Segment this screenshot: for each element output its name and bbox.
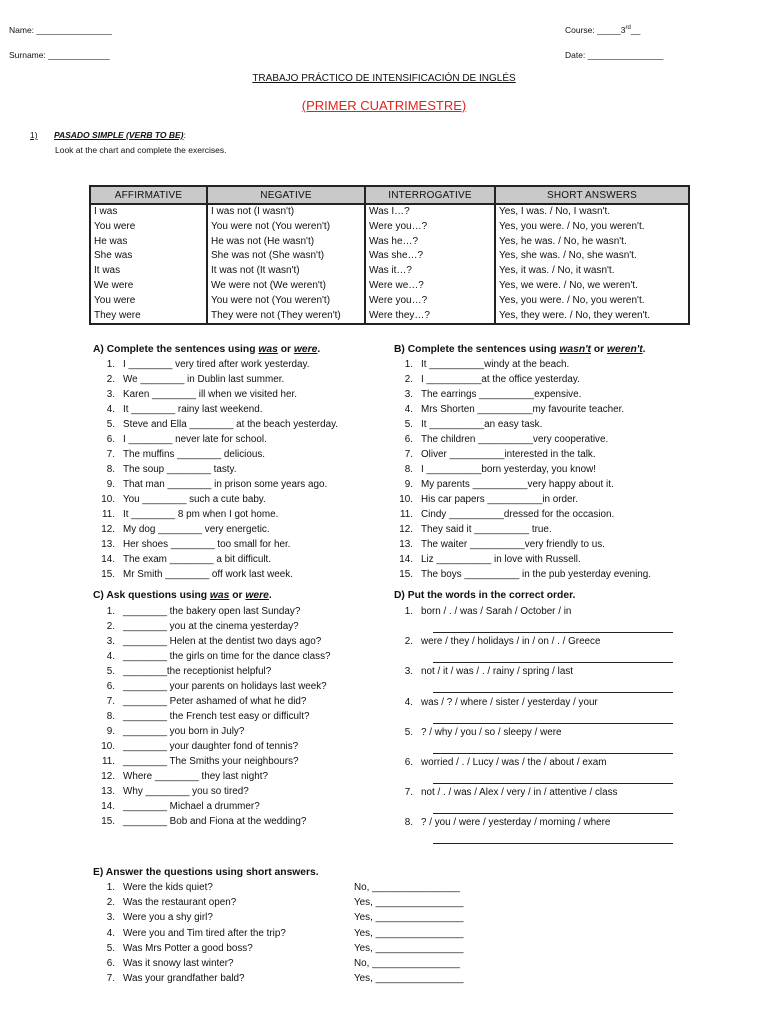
chart-cell: Was I…? bbox=[365, 204, 495, 220]
exercise-b-text: Mrs Shorten __________my favourite teacher. bbox=[421, 404, 625, 415]
item-number: 15. bbox=[101, 816, 115, 827]
exercise-a-item bbox=[89, 372, 284, 387]
exercise-d-text: not / . / was / Alex / very / in / attentive / class bbox=[421, 787, 618, 799]
chart-row bbox=[90, 264, 689, 279]
chart-cell: Were they…? bbox=[365, 309, 495, 325]
exercise-a-item bbox=[89, 507, 278, 522]
exercise-d-text: not / it / was / . / rainy / spring / last bbox=[421, 666, 574, 678]
item-number: 3. bbox=[106, 636, 115, 647]
item-number: 4. bbox=[404, 696, 413, 708]
section-1-heading bbox=[30, 130, 186, 140]
exercise-a-item bbox=[89, 552, 271, 567]
exercise-d-item bbox=[387, 604, 571, 619]
exercise-d-item bbox=[387, 755, 607, 770]
item-number: 1. bbox=[106, 882, 115, 893]
item-number: 1. bbox=[404, 359, 413, 370]
exercise-b-text: His car papers __________in order. bbox=[421, 494, 579, 505]
chart-row bbox=[90, 220, 689, 235]
section-colon: : bbox=[183, 130, 186, 140]
exercise-e-question: Were the kids quiet? bbox=[123, 882, 213, 893]
item-number: 4. bbox=[106, 651, 115, 662]
item-number: 12. bbox=[101, 771, 115, 782]
exercise-a-text: My dog ________ very energetic. bbox=[123, 524, 270, 535]
exercise-b-text: Cindy __________dressed for the occasion. bbox=[421, 509, 615, 520]
exercise-c-text: ________ your daughter fond of tennis? bbox=[123, 741, 299, 752]
exercise-d-text: born / . / was / Sarah / October / in bbox=[421, 606, 572, 617]
exercise-b-item bbox=[387, 537, 605, 552]
exercise-c-text: ________ your parents on holidays last week? bbox=[123, 681, 327, 692]
item-number: 8. bbox=[106, 464, 115, 475]
exercise-b-item bbox=[387, 522, 552, 537]
chart-cell: They were not (They weren't) bbox=[207, 309, 365, 325]
item-number: 14. bbox=[399, 554, 413, 565]
chart-row bbox=[90, 279, 689, 294]
exercise-c-title-end: . bbox=[268, 590, 272, 601]
exercise-c-item bbox=[89, 679, 327, 694]
exercise-e-item bbox=[89, 880, 509, 895]
item-number: 4. bbox=[106, 927, 115, 939]
exercise-c-title-text: C) Ask questions using bbox=[93, 590, 210, 601]
exercise-b-item bbox=[387, 492, 578, 507]
exercise-b-item bbox=[387, 567, 651, 582]
exercise-a-text: The soup ________ tasty. bbox=[123, 464, 237, 475]
item-number: 2. bbox=[404, 374, 413, 385]
page-title: TRABAJO PRÁCTICO DE INTENSIFICACIÓN DE INGLÉS bbox=[252, 73, 516, 84]
exercise-d-item bbox=[387, 785, 617, 800]
chart-cell: He was not (He wasn't) bbox=[207, 235, 365, 250]
chart-cell: It was not (It wasn't) bbox=[207, 264, 365, 279]
chart-cell: Yes, they were. / No, they weren't. bbox=[495, 309, 689, 325]
exercise-c-text: ________ the French test easy or difficult? bbox=[123, 711, 310, 722]
exercise-b-keyword-1: wasn't bbox=[559, 344, 591, 355]
exercise-e-question: Were you and Tim tired after the trip? bbox=[123, 927, 286, 939]
item-number: 6. bbox=[106, 434, 115, 445]
exercise-a-text: Steve and Ella ________ at the beach yesterday. bbox=[123, 419, 339, 430]
exercise-b-item bbox=[387, 477, 614, 492]
exercise-b-text: It __________an easy task. bbox=[421, 419, 543, 430]
item-number: 12. bbox=[399, 524, 413, 535]
item-number: 1. bbox=[106, 606, 115, 617]
exercise-d-text: ? / why / you / so / sleepy / were bbox=[421, 726, 562, 738]
exercise-a-text: The muffins ________ delicious. bbox=[123, 449, 266, 460]
item-number: 5. bbox=[106, 419, 115, 430]
exercise-b-item bbox=[387, 507, 614, 522]
exercise-b-item bbox=[387, 372, 580, 387]
exercise-b-item bbox=[387, 462, 596, 477]
exercise-e-question: Was it snowy last winter? bbox=[123, 958, 234, 969]
item-number: 15. bbox=[101, 569, 115, 580]
exercise-d-text: were / they / holidays / in / on / . / Greece bbox=[421, 636, 601, 648]
item-number: 4. bbox=[404, 404, 413, 415]
exercise-c-text: ________ you at the cinema yesterday? bbox=[123, 621, 299, 632]
exercise-a-text: Her shoes ________ too small for her. bbox=[123, 539, 291, 550]
name-field-label: Name: ________________ bbox=[9, 25, 113, 35]
exercise-b-text: My parents __________very happy about it. bbox=[421, 479, 614, 490]
chart-cell: Yes, you were. / No, you weren't. bbox=[495, 294, 689, 309]
exercise-a-item bbox=[89, 477, 327, 492]
answer-line[interactable] bbox=[433, 753, 673, 754]
item-number: 9. bbox=[106, 726, 115, 737]
chart-cell: She was not (She wasn't) bbox=[207, 249, 365, 264]
exercise-c-item bbox=[89, 634, 321, 649]
exercise-a-text: It ________ rainy last weekend. bbox=[123, 404, 263, 415]
exercise-e-title: E) Answer the questions using short answers. bbox=[93, 867, 319, 878]
exercise-b-title-mid: or bbox=[591, 344, 608, 355]
exercise-a-text: That man ________ in prison some years ago. bbox=[123, 479, 328, 490]
exercise-c-item bbox=[89, 799, 260, 814]
item-number: 1. bbox=[404, 606, 413, 617]
exercise-c-text: ________ The Smiths your neighbours? bbox=[123, 756, 299, 767]
item-number: 10. bbox=[101, 741, 115, 752]
chart-cell: Yes, I was. / No, I wasn't. bbox=[495, 204, 689, 220]
exercise-e-item bbox=[89, 971, 509, 986]
date-field-label: Date: ________________ bbox=[565, 50, 664, 60]
chart-cell: They were bbox=[90, 309, 207, 325]
exercise-c-item bbox=[89, 604, 300, 619]
exercise-a-item bbox=[89, 567, 293, 582]
exercise-c-item bbox=[89, 784, 249, 799]
chart-cell: I was not (I wasn't) bbox=[207, 204, 365, 220]
surname-field-label: Surname: _____________ bbox=[9, 50, 110, 60]
exercise-c-keyword-2: were bbox=[245, 590, 269, 601]
answer-line[interactable] bbox=[433, 843, 673, 844]
exercise-d-item bbox=[387, 815, 610, 830]
item-number: 7. bbox=[404, 449, 413, 460]
exercise-a-title-text: A) Complete the sentences using bbox=[93, 344, 259, 355]
exercise-a-text: Karen ________ ill when we visited her. bbox=[123, 389, 298, 400]
exercise-b-keyword-2: weren't bbox=[607, 344, 643, 355]
exercise-b-item bbox=[387, 432, 608, 447]
item-number: 5. bbox=[404, 419, 413, 430]
exercise-e-question: Were you a shy girl? bbox=[123, 912, 213, 924]
exercise-a-title-mid: or bbox=[277, 344, 294, 355]
item-number: 6. bbox=[106, 958, 115, 969]
chart-cell: We were bbox=[90, 279, 207, 294]
item-number: 8. bbox=[106, 711, 115, 722]
exercise-b-text: Liz __________ in love with Russell. bbox=[421, 554, 581, 565]
exercise-e-item bbox=[89, 956, 509, 971]
chart-cell: Yes, you were. / No, you weren't. bbox=[495, 220, 689, 235]
chart-cell: Was it…? bbox=[365, 264, 495, 279]
exercise-e-item bbox=[89, 926, 509, 941]
exercise-e-answer[interactable]: Yes, ________________ bbox=[354, 897, 464, 909]
item-number: 6. bbox=[404, 757, 413, 768]
exercise-d-text: worried / . / Lucy / was / the / about / exam bbox=[421, 757, 607, 768]
exercise-c-keyword-1: was bbox=[209, 590, 230, 601]
col-short-answers: SHORT ANSWERS bbox=[495, 186, 689, 204]
exercise-b-item bbox=[387, 552, 581, 567]
exercise-a-item bbox=[89, 417, 338, 432]
item-number: 8. bbox=[404, 817, 413, 829]
exercise-e-question: Was your grandfather bald? bbox=[123, 973, 245, 985]
exercise-e-question: Was the restaurant open? bbox=[123, 897, 237, 909]
chart-cell: You were not (You weren't) bbox=[207, 220, 365, 235]
exercise-c-text: ________ the bakery open last Sunday? bbox=[123, 606, 301, 617]
exercise-a-text: Mr Smith ________ off work last week. bbox=[123, 569, 293, 580]
exercise-b-text: It __________windy at the beach. bbox=[421, 359, 570, 370]
chart-cell: You were not (You weren't) bbox=[207, 294, 365, 309]
chart-cell: Yes, she was. / No, she wasn't. bbox=[495, 249, 689, 264]
exercise-c-text: ________ Helen at the dentist two days ago? bbox=[123, 636, 322, 647]
item-number: 8. bbox=[404, 464, 413, 475]
item-number: 9. bbox=[106, 479, 115, 490]
exercise-e-answer[interactable]: Yes, ________________ bbox=[354, 927, 464, 939]
item-number: 11. bbox=[102, 756, 115, 767]
exercise-a-item bbox=[89, 432, 267, 447]
item-number: 2. bbox=[404, 636, 413, 648]
chart-cell: Were you…? bbox=[365, 220, 495, 235]
exercise-c-text: ________ the girls on time for the dance class? bbox=[123, 651, 331, 662]
item-number: 14. bbox=[101, 554, 115, 565]
exercise-c-item bbox=[89, 724, 244, 739]
item-number: 3. bbox=[106, 389, 115, 400]
answer-line[interactable] bbox=[433, 692, 673, 693]
exercise-c-title bbox=[93, 590, 272, 601]
item-number: 10. bbox=[101, 494, 115, 505]
exercise-c-item bbox=[89, 814, 306, 829]
col-affirmative: AFFIRMATIVE bbox=[90, 186, 207, 204]
chart-cell: We were not (We weren't) bbox=[207, 279, 365, 294]
exercise-c-item bbox=[89, 754, 299, 769]
verb-to-be-chart bbox=[89, 185, 690, 325]
answer-line[interactable] bbox=[433, 662, 673, 663]
item-number: 7. bbox=[404, 787, 413, 799]
exercise-b-title-end: . bbox=[642, 344, 646, 355]
chart-cell: Yes, it was. / No, it wasn't. bbox=[495, 264, 689, 279]
exercise-b-item bbox=[387, 417, 542, 432]
course-label: Course: bbox=[565, 25, 595, 35]
item-number: 15. bbox=[399, 569, 413, 580]
exercise-c-item bbox=[89, 739, 298, 754]
course-tail: __ bbox=[630, 25, 641, 35]
item-number: 4. bbox=[106, 404, 115, 415]
exercise-b-title bbox=[394, 344, 646, 355]
exercise-e-answer[interactable]: Yes, ________________ bbox=[354, 942, 464, 954]
item-number: 7. bbox=[106, 449, 115, 460]
exercise-b-text: The children __________very cooperative. bbox=[421, 434, 609, 445]
exercise-a-item bbox=[89, 537, 290, 552]
exercise-d-item bbox=[387, 664, 573, 679]
exercise-b-text: The earrings __________expensive. bbox=[421, 389, 582, 400]
exercise-b-item bbox=[387, 357, 569, 372]
exercise-c-item bbox=[89, 769, 268, 784]
item-number: 5. bbox=[106, 666, 115, 677]
exercise-b-item bbox=[387, 387, 581, 402]
exercise-e-answer[interactable]: No, ________________ bbox=[354, 882, 460, 893]
exercise-b-item bbox=[387, 447, 596, 462]
exercise-b-text: The waiter __________very friendly to us. bbox=[421, 539, 605, 550]
chart-row bbox=[90, 309, 689, 325]
exercise-b-text: The boys __________ in the pub yesterday evening. bbox=[421, 569, 652, 580]
section-number: 1) bbox=[30, 130, 38, 140]
exercise-c-title-mid: or bbox=[229, 590, 246, 601]
course-ordinal: rd bbox=[625, 25, 631, 32]
chart-cell: Was he…? bbox=[365, 235, 495, 250]
col-interrogative: INTERROGATIVE bbox=[365, 186, 495, 204]
exercise-c-item bbox=[89, 619, 299, 634]
item-number: 2. bbox=[106, 621, 115, 632]
exercise-c-text: Why ________ you so tired? bbox=[123, 786, 249, 797]
item-number: 6. bbox=[404, 434, 413, 445]
chart-cell: Were we…? bbox=[365, 279, 495, 294]
exercise-e-answer[interactable]: Yes, ________________ bbox=[354, 912, 464, 924]
item-number: 10. bbox=[399, 494, 413, 505]
exercise-e-answer[interactable]: No, ________________ bbox=[354, 958, 460, 969]
exercise-a-text: I ________ very tired after work yesterday. bbox=[123, 359, 310, 370]
item-number: 11. bbox=[400, 509, 413, 520]
exercise-a-text: The exam ________ a bit difficult. bbox=[123, 554, 272, 565]
exercise-a-keyword-1: was bbox=[258, 344, 278, 355]
item-number: 7. bbox=[106, 696, 115, 707]
exercise-c-item bbox=[89, 649, 331, 664]
answer-line[interactable] bbox=[433, 723, 673, 724]
chart-cell: She was bbox=[90, 249, 207, 264]
exercise-c-text: ________ Bob and Fiona at the wedding? bbox=[123, 816, 307, 827]
exercise-d-text: ? / you / were / yesterday / morning / where bbox=[421, 817, 611, 829]
chart-cell: He was bbox=[90, 235, 207, 250]
item-number: 12. bbox=[101, 524, 115, 535]
exercise-e-answer[interactable]: Yes, ________________ bbox=[354, 973, 464, 985]
item-number: 3. bbox=[106, 912, 115, 924]
exercise-a-text: You ________ such a cute baby. bbox=[123, 494, 266, 505]
exercise-d-title: D) Put the words in the correct order. bbox=[394, 590, 576, 601]
section-title: PASADO SIMPLE (VERB TO BE) bbox=[53, 130, 184, 140]
answer-line[interactable] bbox=[433, 813, 673, 814]
chart-row bbox=[90, 204, 689, 220]
item-number: 5. bbox=[106, 942, 115, 954]
exercise-c-text: Where ________ they last night? bbox=[123, 771, 268, 782]
chart-row bbox=[90, 235, 689, 250]
chart-cell: It was bbox=[90, 264, 207, 279]
item-number: 13. bbox=[101, 786, 115, 797]
answer-line[interactable] bbox=[433, 783, 673, 784]
exercise-c-text: ________ you born in July? bbox=[123, 726, 245, 737]
chart-cell: Were you…? bbox=[365, 294, 495, 309]
exercise-d-text: was / ? / where / sister / yesterday / your bbox=[421, 696, 598, 708]
exercise-c-item bbox=[89, 664, 271, 679]
item-number: 2. bbox=[106, 897, 115, 909]
chart-cell: You were bbox=[90, 294, 207, 309]
col-negative: NEGATIVE bbox=[207, 186, 365, 204]
item-number: 11. bbox=[102, 509, 115, 520]
chart-cell: Yes, he was. / No, he wasn't. bbox=[495, 235, 689, 250]
item-number: 13. bbox=[399, 539, 413, 550]
item-number: 2. bbox=[106, 374, 115, 385]
exercise-e-item bbox=[89, 910, 509, 925]
item-number: 9. bbox=[404, 479, 413, 490]
exercise-c-item bbox=[89, 709, 309, 724]
exercise-a-item bbox=[89, 447, 265, 462]
exercise-a-text: It ________ 8 pm when I got home. bbox=[123, 509, 279, 520]
exercise-a-text: I ________ never late for school. bbox=[123, 434, 267, 445]
exercise-a-text: We ________ in Dublin last summer. bbox=[123, 374, 285, 385]
exercise-a-item bbox=[89, 357, 309, 372]
exercise-d-item bbox=[387, 725, 562, 740]
exercise-a-item bbox=[89, 402, 262, 417]
exercise-a-item bbox=[89, 462, 236, 477]
item-number: 7. bbox=[106, 973, 115, 985]
page-subtitle: (PRIMER CUATRIMESTRE) bbox=[301, 98, 467, 113]
chart-cell: Was she…? bbox=[365, 249, 495, 264]
section-instruction: Look at the chart and complete the exercises. bbox=[55, 145, 227, 155]
item-number: 3. bbox=[404, 666, 413, 678]
exercise-e-item bbox=[89, 895, 509, 910]
exercise-e-item bbox=[89, 941, 509, 956]
exercise-a-item bbox=[89, 492, 266, 507]
chart-row bbox=[90, 249, 689, 264]
course-value: _____3 bbox=[597, 25, 626, 35]
exercise-c-text: ________ Michael a drummer? bbox=[123, 801, 260, 812]
item-number: 13. bbox=[101, 539, 115, 550]
exercise-b-text: They said it __________ true. bbox=[421, 524, 552, 535]
chart-cell: I was bbox=[90, 204, 207, 220]
exercise-e-question: Was Mrs Potter a good boss? bbox=[123, 942, 253, 954]
exercise-b-item bbox=[387, 402, 624, 417]
exercise-b-text: I __________at the office yesterday. bbox=[421, 374, 580, 385]
exercise-a-title-end: . bbox=[317, 344, 321, 355]
chart-cell: Yes, we were. / No, we weren't. bbox=[495, 279, 689, 294]
item-number: 6. bbox=[106, 681, 115, 692]
chart-cell: You were bbox=[90, 220, 207, 235]
exercise-a-item bbox=[89, 387, 297, 402]
exercise-d-item bbox=[387, 695, 598, 710]
exercise-c-item bbox=[89, 694, 306, 709]
exercise-a-keyword-2: were bbox=[293, 344, 318, 355]
exercise-c-text: ________the receptionist helpful? bbox=[123, 666, 272, 677]
answer-line[interactable] bbox=[433, 632, 673, 633]
exercise-c-text: ________ Peter ashamed of what he did? bbox=[123, 696, 307, 707]
item-number: 3. bbox=[404, 389, 413, 400]
exercise-b-text: Oliver __________interested in the talk. bbox=[421, 449, 596, 460]
exercise-a-item bbox=[89, 522, 270, 537]
item-number: 14. bbox=[101, 801, 115, 812]
item-number: 5. bbox=[404, 726, 413, 738]
item-number: 1. bbox=[106, 359, 115, 370]
exercise-d-item bbox=[387, 634, 600, 649]
chart-row bbox=[90, 294, 689, 309]
exercise-b-text: I __________born yesterday, you know! bbox=[421, 464, 596, 475]
exercise-b-title-text: B) Complete the sentences using bbox=[394, 344, 560, 355]
course-field bbox=[565, 25, 640, 35]
exercise-a-title bbox=[93, 344, 320, 355]
chart-header-row bbox=[90, 186, 689, 204]
